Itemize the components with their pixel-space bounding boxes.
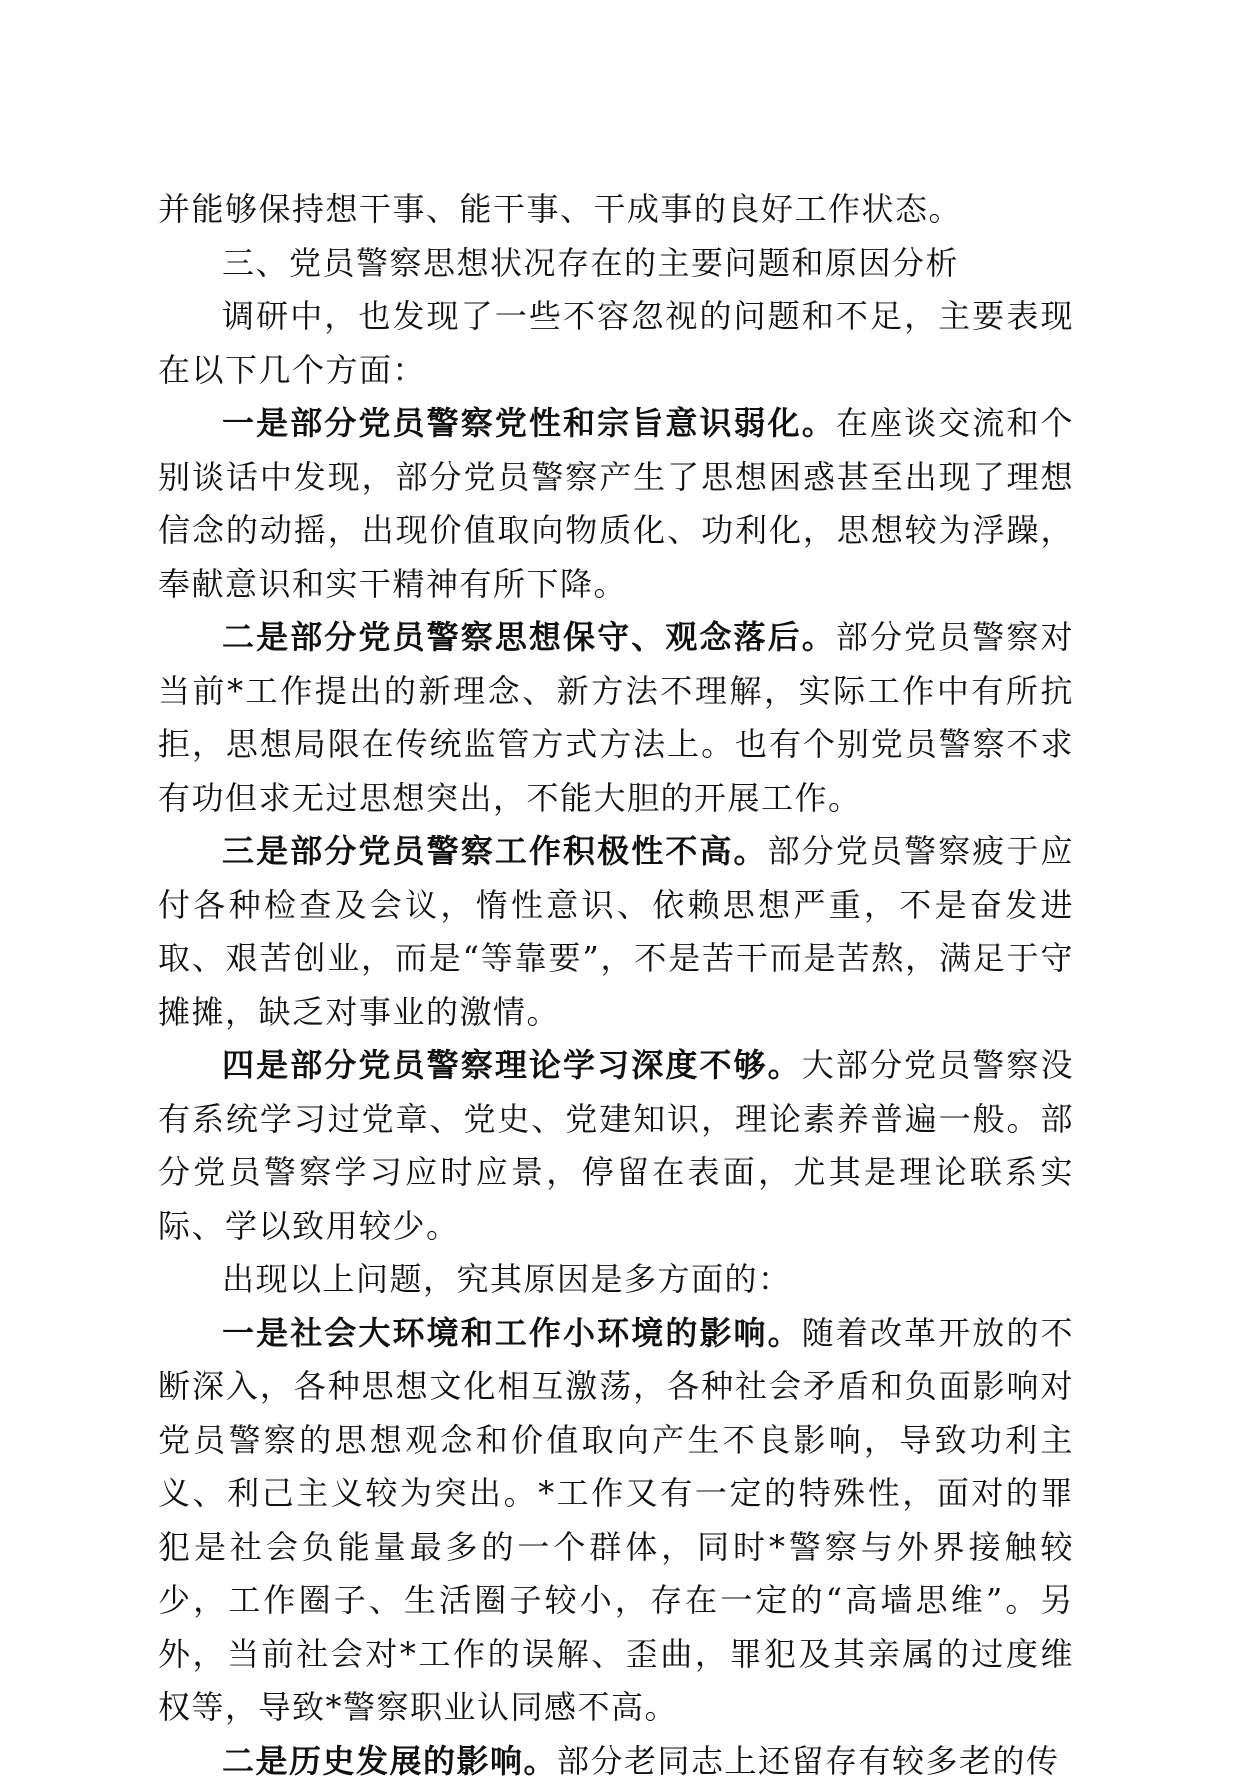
paragraph-causes-intro: 出现以上问题，究其原因是多方面的： bbox=[158, 1253, 1074, 1307]
problem-3-lead: 三是部分党员警察工作积极性不高。 bbox=[222, 832, 768, 870]
cause-1-lead: 一是社会大环境和工作小环境的影响。 bbox=[222, 1314, 802, 1352]
document-page bbox=[158, 183, 1074, 1788]
problem-4-lead: 四是部分党员警察理论学习深度不够。 bbox=[222, 1046, 802, 1084]
paragraph-intro: 调研中，也发现了一些不容忽视的问题和不足，主要表现在以下几个方面： bbox=[158, 290, 1074, 397]
paragraph-problem-1 bbox=[158, 397, 1074, 611]
cause-1-text: 随着改革开放的不断深入，各种思想文化相互激荡，各种社会矛盾和负面影响对党员警察的思想观念和价值取向产生不良影响，导致功利主义、利己主义较为突出。*工作又有一定的特殊性，面对的罪犯是社会负能量最多的一个群体，同时*警察与外界接触较少，工作圈子、生活圈子较小，存在一定的“高墙思维”。另外，当前社会对*工作的误解、歪曲，罪犯及其亲属的过度维权等，导致*警察职业认同感不高。 bbox=[158, 1314, 1074, 1727]
paragraph-problem-3 bbox=[158, 825, 1074, 1039]
problem-1-lead: 一是部分党员警察党性和宗旨意识弱化。 bbox=[222, 404, 836, 442]
problem-1-text: 在座谈交流和个别谈话中发现，部分党员警察产生了思想困惑甚至出现了理想信念的动摇，出现价值取向物质化、功利化，思想较为浮躁，奉献意识和实干精神有所下降。 bbox=[158, 404, 1074, 603]
paragraph-problem-4 bbox=[158, 1039, 1074, 1253]
paragraph-continuation: 并能够保持想干事、能干事、干成事的良好工作状态。 bbox=[158, 183, 1074, 237]
section-heading: 三、党员警察思想状况存在的主要问题和原因分析 bbox=[158, 237, 1074, 291]
paragraph-cause-1 bbox=[158, 1307, 1074, 1735]
problem-2-text: 部分党员警察对当前*工作提出的新理念、新方法不理解，实际工作中有所抗拒，思想局限在传统监管方式方法上。也有个别党员警察不求有功但求无过思想突出，不能大胆的开展工作。 bbox=[158, 618, 1074, 817]
problem-2-lead: 二是部分党员警察思想保守、观念落后。 bbox=[222, 618, 836, 656]
cause-2-lead: 二是历史发展的影响。 bbox=[222, 1742, 557, 1780]
cause-2-text: 部分老同志上还留存有较多老的传 bbox=[557, 1742, 1060, 1780]
paragraph-cause-2 bbox=[158, 1735, 1074, 1788]
problem-3-text: 部分党员警察疲于应付各种检查及会议，惰性意识、依赖思想严重，不是奋发进取、艰苦创业，而是“等靠要”，不是苦干而是苦熬，满足于守摊摊，缺乏对事业的激情。 bbox=[158, 832, 1074, 1031]
problem-4-text: 大部分党员警察没有系统学习过党章、党史、党建知识，理论素养普遍一般。部分党员警察学习应时应景，停留在表面，尤其是理论联系实际、学以致用较少。 bbox=[158, 1046, 1074, 1245]
paragraph-problem-2 bbox=[158, 611, 1074, 825]
